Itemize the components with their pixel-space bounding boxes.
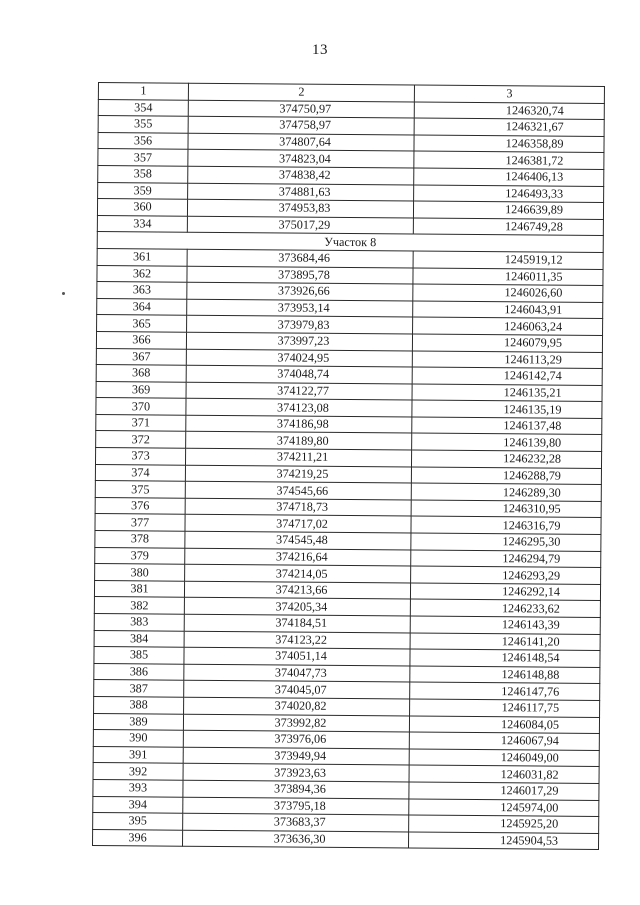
x-coordinate-cell: 374123,08 [186,398,412,416]
y-coordinate-cell: 1246135,21 [412,384,602,402]
y-coordinate-cell: 1246321,67 [414,118,604,136]
y-coordinate-cell: 1246148,88 [410,666,600,684]
y-coordinate-cell: 1246320,74 [414,102,604,120]
point-number-cell: 379 [95,547,185,564]
point-number-cell: 354 [98,99,188,116]
x-coordinate-cell: 374216,64 [185,548,411,566]
x-coordinate-cell: 374184,51 [184,614,410,632]
y-coordinate-cell: 1246292,14 [410,583,600,601]
y-coordinate-cell: 1246084,05 [409,716,599,734]
x-coordinate-cell: 374758,97 [188,116,414,134]
x-coordinate-cell: 373684,46 [187,249,413,267]
x-coordinate-cell: 374048,74 [186,365,412,383]
x-coordinate-cell: 374545,66 [185,481,411,499]
y-coordinate-cell: 1246233,62 [410,599,600,617]
x-coordinate-cell: 374020,82 [184,697,410,715]
point-number-cell: 361 [97,248,187,265]
x-coordinate-cell: 374718,73 [185,498,411,516]
point-number-cell: 366 [96,331,186,348]
x-coordinate-cell: 375017,29 [187,216,413,234]
y-coordinate-cell: 1246017,29 [409,782,599,800]
point-number-cell: 393 [93,779,183,796]
point-number-cell: 392 [93,763,183,780]
coordinates-sheet [92,82,604,850]
point-number-cell: 383 [94,613,184,630]
y-coordinate-cell: 1246493,33 [414,185,604,203]
x-coordinate-cell: 374807,64 [188,133,414,151]
column-header-2: 2 [188,83,414,101]
x-coordinate-cell: 373997,23 [186,332,412,350]
x-coordinate-cell: 374189,80 [186,432,412,450]
x-coordinate-cell: 373636,30 [182,830,408,848]
point-number-cell: 394 [93,796,183,813]
point-number-cell: 387 [94,680,184,697]
point-number-cell: 376 [95,497,185,514]
point-number-cell: 360 [97,199,187,216]
y-coordinate-cell: 1246148,54 [410,649,600,667]
coordinates-table-body [93,83,605,850]
y-coordinate-cell: 1246293,29 [411,566,601,584]
y-coordinate-cell: 1245904,53 [408,832,598,850]
point-number-cell: 367 [96,348,186,365]
y-coordinate-cell: 1246406,13 [414,168,604,186]
y-coordinate-cell: 1246639,89 [413,201,603,219]
point-number-cell: 384 [94,630,184,647]
x-coordinate-cell: 374024,95 [186,349,412,367]
x-coordinate-cell: 374881,63 [188,183,414,201]
point-number-cell: 364 [97,298,187,315]
y-coordinate-cell: 1246079,95 [412,334,602,352]
y-coordinate-cell: 1246063,24 [413,317,603,335]
x-coordinate-cell: 374717,02 [185,515,411,533]
y-coordinate-cell: 1246381,72 [414,151,604,169]
y-coordinate-cell: 1246026,60 [413,284,603,302]
x-coordinate-cell: 374205,34 [184,598,410,616]
x-coordinate-cell: 374953,83 [187,199,413,217]
y-coordinate-cell: 1246749,28 [413,218,603,236]
y-coordinate-cell: 1246043,91 [413,301,603,319]
y-coordinate-cell: 1246232,28 [411,450,601,468]
point-number-cell: 378 [95,531,185,548]
y-coordinate-cell: 1246316,79 [411,516,601,534]
x-coordinate-cell: 374045,07 [184,681,410,699]
point-number-cell: 396 [93,829,183,846]
scan-speck [62,292,65,295]
column-header-1: 1 [98,83,188,100]
point-number-cell: 385 [94,647,184,664]
x-coordinate-cell: 374823,04 [188,150,414,168]
point-number-cell: 380 [95,564,185,581]
point-number-cell: 375 [95,481,185,498]
point-number-cell: 391 [93,746,183,763]
x-coordinate-cell: 374047,73 [184,664,410,682]
x-coordinate-cell: 374214,05 [185,564,411,582]
point-number-cell: 355 [98,116,188,133]
point-number-cell: 359 [98,182,188,199]
y-coordinate-cell: 1246011,35 [413,268,603,286]
y-coordinate-cell: 1246295,30 [411,533,601,551]
x-coordinate-cell: 373976,06 [183,730,409,748]
x-coordinate-cell: 374211,21 [185,448,411,466]
y-coordinate-cell: 1246147,76 [410,682,600,700]
x-coordinate-cell: 374122,77 [186,382,412,400]
point-number-cell: 358 [98,165,188,182]
x-coordinate-cell: 373926,66 [187,282,413,300]
y-coordinate-cell: 1245974,00 [409,798,599,816]
point-number-cell: 381 [94,580,184,597]
x-coordinate-cell: 374838,42 [188,166,414,184]
point-number-cell: 373 [95,448,185,465]
y-coordinate-cell: 1246288,79 [411,467,601,485]
x-coordinate-cell: 373953,14 [187,299,413,317]
point-number-cell: 365 [97,315,187,332]
x-coordinate-cell: 374219,25 [185,465,411,483]
x-coordinate-cell: 373979,83 [187,316,413,334]
section-title: Участок 8 [97,232,603,253]
y-coordinate-cell: 1246294,79 [411,550,601,568]
table-row [93,829,599,850]
y-coordinate-cell: 1246358,89 [414,135,604,153]
x-coordinate-cell: 374213,66 [184,581,410,599]
point-number-cell: 372 [96,431,186,448]
point-number-cell: 390 [93,730,183,747]
y-coordinate-cell: 1246049,00 [409,749,599,767]
point-number-cell: 389 [93,713,183,730]
point-number-cell: 362 [97,265,187,282]
point-number-cell: 357 [98,149,188,166]
y-coordinate-cell: 1246289,30 [411,483,601,501]
y-coordinate-cell: 1246141,20 [410,633,600,651]
point-number-cell: 363 [97,282,187,299]
y-coordinate-cell: 1246117,75 [410,699,600,717]
y-coordinate-cell: 1246143,39 [410,616,600,634]
x-coordinate-cell: 374123,22 [184,631,410,649]
x-coordinate-cell: 373895,78 [187,266,413,284]
y-coordinate-cell: 1245925,20 [409,815,599,833]
x-coordinate-cell: 373923,63 [183,764,409,782]
x-coordinate-cell: 373683,37 [183,813,409,831]
x-coordinate-cell: 373949,94 [183,747,409,765]
column-header-3: 3 [414,85,604,103]
point-number-cell: 369 [96,381,186,398]
point-number-cell: 386 [94,663,184,680]
point-number-cell: 334 [97,215,187,232]
point-number-cell: 382 [94,597,184,614]
y-coordinate-cell: 1246137,48 [412,417,602,435]
x-coordinate-cell: 373894,36 [183,780,409,798]
y-coordinate-cell: 1246031,82 [409,765,599,783]
point-number-cell: 356 [98,132,188,149]
point-number-cell: 371 [96,414,186,431]
y-coordinate-cell: 1246135,19 [412,400,602,418]
y-coordinate-cell: 1246139,80 [412,433,602,451]
y-coordinate-cell: 1246310,95 [411,500,601,518]
y-coordinate-cell: 1246142,74 [412,367,602,385]
x-coordinate-cell: 374186,98 [186,415,412,433]
point-number-cell: 370 [96,398,186,415]
y-coordinate-cell: 1246067,94 [409,732,599,750]
point-number-cell: 374 [95,464,185,481]
x-coordinate-cell: 373795,18 [183,797,409,815]
x-coordinate-cell: 373992,82 [183,714,409,732]
x-coordinate-cell: 374750,97 [188,100,414,118]
page-number: 13 [312,42,328,58]
point-number-cell: 395 [93,813,183,830]
point-number-cell: 377 [95,514,185,531]
point-number-cell: 388 [94,696,184,713]
y-coordinate-cell: 1246113,29 [412,350,602,368]
x-coordinate-cell: 374545,48 [185,531,411,549]
y-coordinate-cell: 1245919,12 [413,251,603,269]
x-coordinate-cell: 374051,14 [184,647,410,665]
point-number-cell: 368 [96,365,186,382]
coordinates-table [92,82,605,850]
